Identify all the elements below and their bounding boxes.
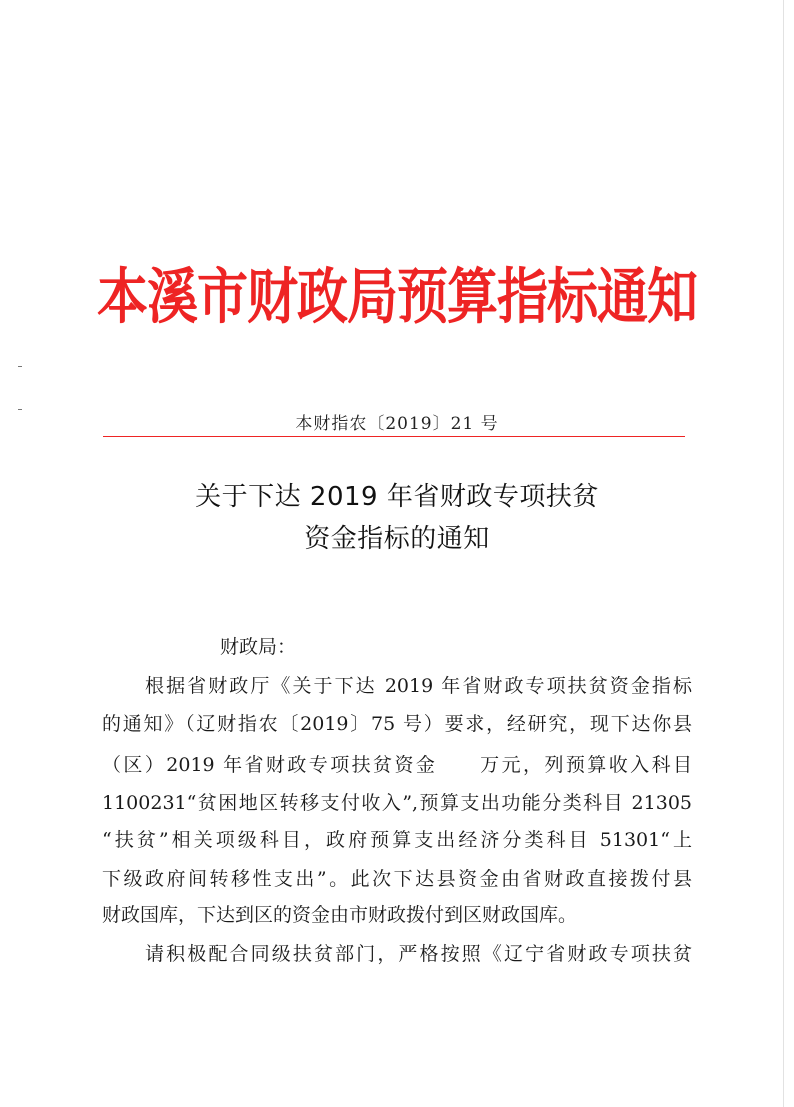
binding-mark: [18, 366, 22, 367]
document-title-line-2: 资金指标的通知: [304, 524, 490, 554]
body-line-4: 1100231“贫困地区转移支付收入”,预算支出功能分类科目 21305: [102, 792, 692, 814]
body-line-6: 下级政府间转移性支出”。此次下达县资金由省财政直接拨付县: [102, 868, 692, 890]
body-line-2: 的通知》（辽财指农〔2019〕75 号）要求，经研究，现下达你县: [102, 713, 692, 735]
body-line-7: 财政国库，下达到区的资金由市财政拨付到区财政国库。: [102, 904, 578, 926]
salutation: 财政局：: [220, 636, 297, 658]
body-line-1: 根据省财政厅《关于下达 2019 年省财政专项扶贫资金指标: [145, 675, 692, 697]
body-line-8: 请积极配合同级扶贫部门，严格按照《辽宁省财政专项扶贫: [145, 943, 692, 965]
document-title-line-1: 关于下达 2019 年省财政专项扶贫: [195, 482, 599, 512]
body-line-3: （区）2019 年省财政专项扶贫资金 万元，列预算收入科目: [102, 754, 692, 776]
body-line-5: “扶贫”相关项级科目，政府预算支出经济分类科目 51301“上: [102, 829, 692, 851]
org-header-title: 本溪市财政局预算指标通知: [96, 263, 697, 333]
red-divider-line: [103, 436, 685, 437]
document-title: [0, 476, 794, 560]
document-number: 本财指农〔2019〕21 号: [295, 414, 499, 434]
